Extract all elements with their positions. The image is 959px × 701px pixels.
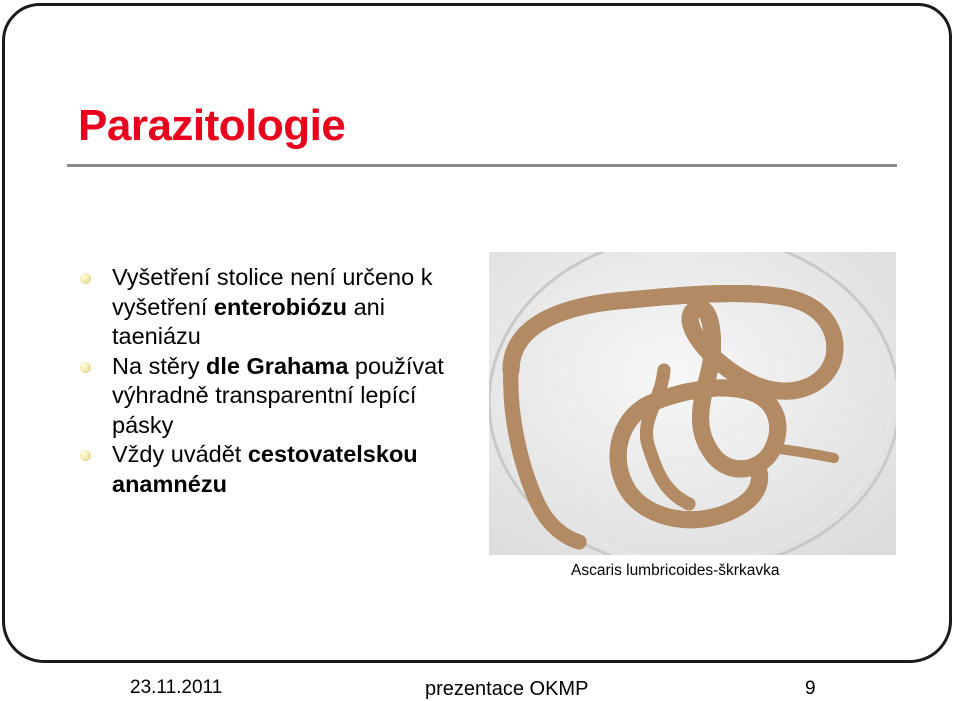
slide-title: Parazitologie <box>78 101 346 150</box>
bullet-text: Vždy uvádět cestovatelskou anamnézu <box>112 441 418 497</box>
worm-in-petri-dish-illustration <box>489 252 896 555</box>
footer-date: 23.11.2011 <box>130 677 223 698</box>
footer-page-number: 9 <box>805 678 816 699</box>
bullet-item <box>80 440 480 499</box>
ascaris-photo <box>489 252 896 555</box>
bullet-text: Vyšetření stolice není určeno k vyšetření enterobiózu ani taeniázu <box>112 264 433 349</box>
bullet-dot-icon <box>80 273 91 284</box>
bullet-list <box>80 263 480 499</box>
bullet-dot-icon <box>80 362 91 373</box>
bullet-text: Na stěry dle Grahama používat výhradně transparentní lepící pásky <box>112 352 444 438</box>
footer-title: prezentace OKMP <box>425 678 589 700</box>
bullet-dot-icon <box>80 450 91 461</box>
bullet-item <box>80 263 480 352</box>
photo-caption: Ascaris lumbricoides-škrkavka <box>571 562 780 579</box>
title-divider <box>67 164 897 167</box>
bullet-item <box>80 352 480 441</box>
